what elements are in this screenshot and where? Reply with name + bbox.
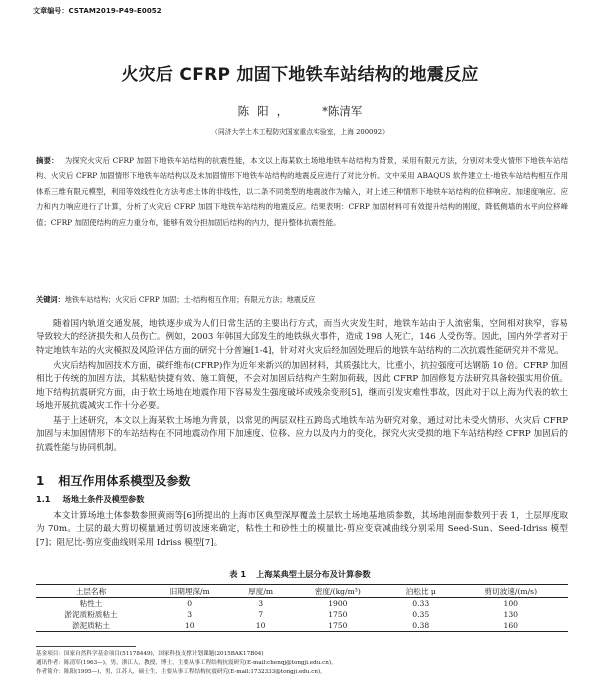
keywords (36, 294, 568, 306)
section-heading (36, 472, 190, 489)
table-cell: 0.33 (412, 599, 430, 608)
table-header-cell: 密度/(kg/m³) (288, 585, 388, 598)
table-header-cell: 泊松比 μ (388, 585, 454, 598)
table-cell: 3 (258, 599, 264, 608)
section-number: 1 (36, 474, 45, 488)
paragraph-intro-1: 随着国内轨道交通发展，地铁逐步成为人们日常生活的主要出行方式，而当火灾发生时，地铁车站由于人流密集，空间相对狭窄，容易导致较大的经济损失和人员伤亡。例如，2003 年韩国大邱发生的地铁纵火事件，造成 198 人死亡，146 人受伤等。因此，国内外学者对于特定地铁车站的火灾模拟及风险评估方面的研究十分普遍[1-4]，针对对火灾后经加固处理后的地铁车站结构的二次抗震性能研究并不常见。 (36, 319, 568, 356)
subsection-title: 场地土条件及模型参数 (62, 494, 145, 504)
paper-title: 火灾后 CFRP 加固下地铁车站结构的地震反应 (121, 65, 479, 85)
affiliation: （同济大学土木工程防灾国家重点实验室，上海 200092） (211, 128, 389, 136)
table-header-cell: 旧期埋深/m (146, 585, 233, 598)
table-cell: 0.35 (412, 610, 430, 619)
table-row (36, 598, 568, 610)
table-cell: 10 (146, 620, 233, 632)
table-cell: 0 (187, 599, 193, 608)
table-cell: 10 (233, 620, 287, 632)
table-cell: 0.38 (388, 620, 454, 632)
table-header-cell: 厚度/m (233, 585, 287, 598)
table-cell: 1900 (328, 599, 348, 608)
table-cell: 1750 (328, 610, 348, 619)
table-header-row (36, 585, 568, 598)
table-cell: 1750 (288, 620, 388, 632)
author-second: *陈清军 (322, 104, 363, 118)
soil-parameter-table (36, 584, 568, 632)
keywords-text: 地铁车站结构；火灾后 CFRP 加固；土-结构相互作用；有限元方法；地震反应 (64, 295, 316, 304)
table-row (36, 609, 568, 620)
paragraph-site-params: 本文计算场地土体参数参照黄雨等[6]所提出的上海市区典型深厚覆盖土层软土场地基地质参数，其场地剖面参数列于表 1，土层厚度取为 70m。土层的最大剪切模量通过剪切波速来确定，粘性土和砂性土的模量比-剪应变衰减曲线分别采用 Seed-Sun、Seed-Idriss 模型[7]；阻尼比-剪应变曲线则采用 Idriss 模型[7]。 (36, 511, 568, 548)
article-number: 文章编号：CSTAM2019-P49-E0052 (33, 7, 162, 15)
author-first: 陈阳， (237, 104, 297, 118)
table-cell: 淤泥质粘土 (36, 620, 146, 632)
keywords-label: 关键词： (36, 295, 65, 304)
abstract (36, 153, 568, 230)
abstract-label: 摘要： (36, 156, 59, 165)
table-cell: 160 (454, 620, 568, 632)
subsection-number: 1.1 (36, 494, 51, 504)
author-line (0, 103, 600, 119)
table-cell: 3 (187, 610, 193, 619)
table-header-cell: 土层名称 (36, 585, 146, 598)
table-caption (0, 569, 600, 580)
table-title: 上海某典型土层分布及计算参数 (256, 569, 371, 579)
table-cell: 粘性土 (79, 599, 103, 608)
subsection-heading (36, 494, 144, 505)
footnotes (36, 650, 568, 677)
footnote-rule (36, 646, 136, 647)
footnote-fund: 基金项目：国家自然科学基金项目(51178449)，国家科技支撑计划课题(2015BAK17B04) (36, 651, 264, 657)
table-cell: 淤泥质粉质粘土 (64, 610, 118, 619)
table-header-cell: 剪切波速/(m/s) (454, 585, 568, 598)
paragraph-intro-2: 火灾后结构加固技术方面，碳纤维布(CFRP)作为近年来新兴的加固材料，其质强比大，比重小，抗拉强度可达钢筋 10 倍。CFRP 加固相比于传统的加固方法，其粘贴快捷有效、施工简便，不会对加固后结构产生附加荷载，因此 CFRP 加固修复方法研究具备较强实用价值。地下结构抗震研究方面，由于软土场地在地震作用下容易发生强度破坏或残余变形[5]，继而引发灾难性事故，因此对于以上海为代表的软土场地开展抗震减灾工作十分必要。 (36, 361, 568, 411)
abstract-text: 为探究火灾后 CFRP 加固下地铁车站结构的抗震性能，本文以上海某软土场地地铁车站结构为背景，采用有限元方法，分别对未受火情形下地铁车站结构、火灾后 CFRP 加固情形下地铁车站结构以及未加固情形下地铁车站结构的地震反应进行了对比分析。文中采用 ABAQUS 软件建立土-地铁车站结构相互作用体系三维有限元模型，利用等效线性化方法考虑土体的非线性，以二条不同类型的地震波作为输入，对上述三种情形下地铁车站结构的位移响应、加速度响应、应力和内力响应进行了计算，分析了火灾后 CFRP 加固下地铁车站结构的地震反应。结果表明：CFRP 加固材料可有效提升结构的刚度，降低侧墙的水平向位移峰值；CFRP 加固使结构的应力重分布，能够有效分担加固后结构的内力，提升整体抗震性能。 (36, 156, 568, 227)
table-cell: 130 (503, 610, 519, 619)
table-cell: 100 (503, 599, 519, 608)
footnote-author-bio: 作者简介：陈阳(1995—)，男，江苏人，硕士生，主要从事工程结构抗震研究(E-mail:1732333@tongji.edu.cn)。 (36, 669, 326, 675)
table-row (36, 620, 568, 632)
table-number: 表 1 (229, 569, 247, 579)
table-cell: 7 (258, 610, 264, 619)
paragraph-intro-3: 基于上述研究，本文以上海某软土场地为背景，以常见的两层双柱五跨岛式地铁车站为研究对象，通过对比未受火情形、火灾后 CFRP 加固与未加固情形下的车站结构在不同地震动作用下加速度、位移、应力以及内力的变化，探究火灾受损的地下车站结构经 CFRP 加固后的抗震性能与协同机制。 (36, 416, 568, 453)
footnote-corresponding-author: 通讯作者：陈清军(1963—)，男，浙江人，教授，博士，主要从事工程结构抗震研究(E-mail:chenqj@tongji.edu.cn)。 (36, 660, 337, 666)
section-title: 相互作用体系模型及参数 (58, 474, 191, 488)
